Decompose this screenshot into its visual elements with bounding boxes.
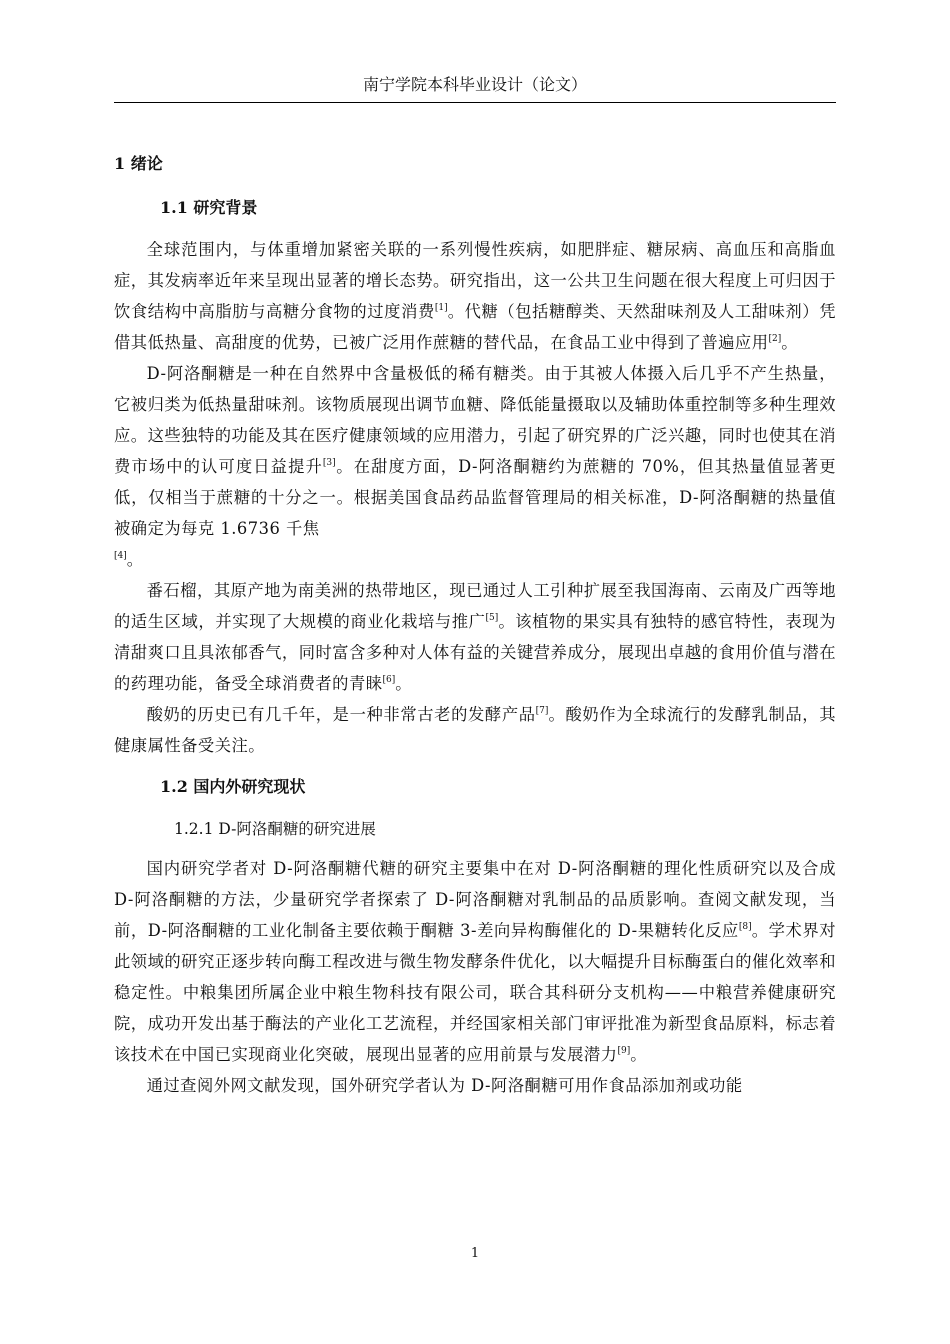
paragraph-text: 全球范围内，与体重增加紧密关联的一系列慢性疾病，如肥胖症、糖尿病、高血压和高脂血症，其发病率近年来呈现出显著的增长态势。研究指出，这一公共卫生问题在很大程度上可归因于饮食结构中高脂肪与高糖分食物的过度消费 <box>114 240 836 321</box>
citation: [7] <box>535 706 549 716</box>
citation: [2] <box>768 334 782 344</box>
paragraph-text: 。 <box>395 674 413 693</box>
paragraph-research-1 <box>114 853 836 1070</box>
paragraph-text: 。在甜度方面，D-阿洛酮糖约为蔗糖的 70%，但其热量值显著更低，仅相当于蔗糖的十分之一。根据美国食品药品监督管理局的相关标准，D-阿洛酮糖的热量值被确定为每克 1.6736 千焦 <box>114 457 836 538</box>
citation: [9] <box>617 1046 631 1056</box>
paragraph-text: 番石榴，其原产地为南美洲的热带地区，现已通过人工引种扩展至我国海南、云南及广西等地的适生区域，并实现了大规模的商业化栽培与推广 <box>114 581 836 631</box>
citation: [4] <box>114 551 127 561</box>
section-heading-1: 1 绪论 <box>114 154 163 173</box>
paragraph-text: 。 <box>126 550 144 569</box>
paragraph-research-2 <box>114 1070 836 1101</box>
section-heading-1-1: 1.1 研究背景 <box>160 198 258 217</box>
paragraph-text: 国内研究学者对 D-阿洛酮糖代糖的研究主要集中在对 D-阿洛酮糖的理化性质研究以及合成 D-阿洛酮糖的方法，少量研究学者探索了 D-阿洛酮糖对乳制品的品质影响。查阅文献发现，当前，D-阿洛酮糖的工业化制备主要依赖于酮糖 3-差向异构酶催化的 D-果糖转化反应 <box>114 859 836 940</box>
citation: [5] <box>485 613 499 623</box>
paragraph-text: 。酸奶作为全球流行的发酵乳制品，其健康属性备受关注。 <box>114 705 836 755</box>
paragraph-background-1 <box>114 234 836 358</box>
section-heading-1-2-1: 1.2.1 D-阿洛酮糖的研究进展 <box>174 820 376 838</box>
citation: [8] <box>738 922 752 932</box>
paragraph-background-4 <box>114 699 836 761</box>
paragraph-background-3 <box>114 575 836 699</box>
section-heading-1-2: 1.2 国内外研究现状 <box>160 777 306 796</box>
page-body <box>114 146 836 1101</box>
page-header: 南宁学院本科毕业设计（论文） <box>114 70 836 103</box>
paragraph-text: 。学术界对此领域的研究正逐步转向酶工程改进与微生物发酵条件优化，以大幅提升目标酶蛋白的催化效率和稳定性。中粮集团所属企业中粮生物科技有限公司，联合其科研分支机构——中粮营养健康研究院，成功开发出基于酶法的产业化工艺流程，并经国家相关部门审评批准为新型食品原料，标志着该技术在中国已实现商业化突破，展现出显著的应用前景与发展潜力 <box>114 921 836 1064</box>
paragraph-background-2 <box>114 358 836 575</box>
paragraph-text: 通过查阅外网文献发现，国外研究学者认为 D-阿洛酮糖可用作食品添加剂或功能 <box>146 1076 743 1095</box>
citation: [3] <box>322 458 336 468</box>
citation: [1] <box>434 303 448 313</box>
citation: [6] <box>382 675 396 685</box>
paragraph-text: 。代糖（包括糖醇类、天然甜味剂及人工甜味剂）凭借其低热量、高甜度的优势，已被广泛用作蔗糖的替代品，在食品工业中得到了普遍应用 <box>114 302 836 352</box>
paragraph-text: 酸奶的历史已有几千年，是一种非常古老的发酵产品 <box>146 705 536 724</box>
paragraph-text: D-阿洛酮糖是一种在自然界中含量极低的稀有糖类。由于其被人体摄入后几乎不产生热量，它被归类为低热量甜味剂。该物质展现出调节血糖、降低能量摄取以及辅助体重控制等多种生理效应。这些独特的功能及其在医疗健康领域的应用潜力，引起了研究界的广泛兴趣，同时也使其在消费市场中的认可度日益提升 <box>114 364 836 476</box>
page-number: 1 <box>470 1246 480 1261</box>
paragraph-text: 。 <box>781 333 799 352</box>
paragraph-text: 。该植物的果实具有独特的感官特性，表现为清甜爽口且具浓郁香气，同时富含多种对人体有益的关键营养成分，展现出卓越的食用价值与潜在的药理功能，备受全球消费者的青睐 <box>114 612 836 693</box>
paragraph-text: 。 <box>630 1045 647 1064</box>
